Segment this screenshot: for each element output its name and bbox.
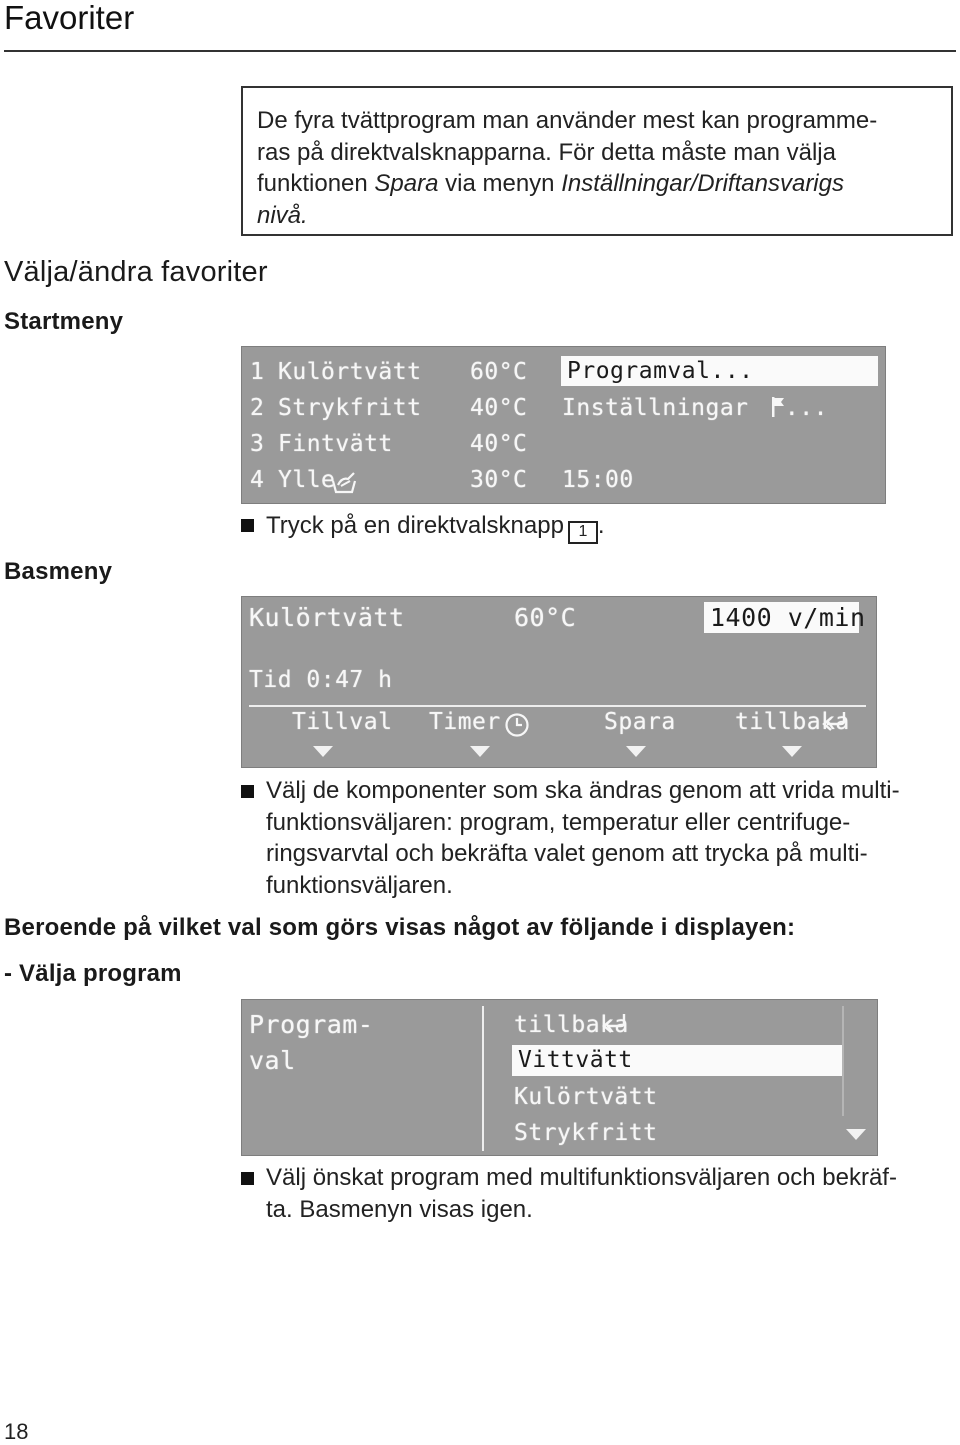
valja-program-label: - Välja program [4,960,182,987]
program-name: Kulörtvätt [249,603,405,632]
bullet-square [241,1172,254,1185]
step-2-line-3: ringsvarvtal och bekräfta valet genom att trycka på multi- [266,840,868,867]
title-divider [4,50,956,52]
start-menu-display [241,346,886,504]
row-4-program: Ylle [278,467,336,493]
info-line-3 [257,168,937,200]
section-heading: Välja/ändra favoriter [4,256,268,288]
clock-icon [504,712,530,738]
step-3-instruction [266,1162,897,1225]
list-item-kulortvatt[interactable]: Kulörtvätt [514,1084,658,1110]
remaining-time: Tid 0:47 h [249,667,393,693]
info-line-2: ras på direktvalsknapparna. För detta måste man välja [257,138,836,166]
scrollbar-track[interactable] [842,1006,844,1116]
softkey-tillbaka[interactable]: tillbaka [735,709,850,735]
row-2-temp: 40°C [470,395,528,421]
softkey-spara[interactable]: Spara [604,709,676,735]
step-2-line-2: funktionsväljaren: program, temperatur eller centrifuge- [266,808,851,836]
info-line-4 [257,200,937,232]
step-3-line-2: ta. Basmenyn visas igen. [266,1195,533,1223]
step-2-line-4: funktionsväljaren. [266,871,453,899]
clock-readout: 15:00 [562,467,634,493]
step-2-line-1: Välj de komponenter som ska ändras genom att vrida multi- [266,777,900,804]
program-temperature: 60°C [514,603,577,632]
bullet-square [241,785,254,798]
menu-installningar-ellipsis: ... [784,395,828,421]
programval-label-line-1: Program- [249,1010,374,1039]
info-line-1: De fyra tvättprogram man använder mest kan programme- [257,107,878,134]
direct-select-key-icon: 1 [568,521,598,544]
programval-label-line-2: val [249,1046,296,1075]
row-1-temp: 60°C [470,359,528,385]
scroll-down-arrow-icon[interactable] [846,1129,866,1140]
depends-heading: Beroende på vilket val som görs visas något av följande i displayen: [4,914,796,941]
step-1-text: Tryck på en direktvalsknapp [266,512,564,539]
menu-installningar-label: Inställningar [562,395,749,421]
info-text: via menyn [438,170,562,197]
row-3-program: Fintvätt [278,431,393,457]
info-italic-spara: Spara [374,170,439,197]
softkey-timer[interactable]: Timer [429,709,501,735]
softkey-1-arrow-icon [313,746,333,757]
step-3-line-1: Välj önskat program med multifunktionsväljaren och bekräf- [266,1164,897,1191]
softkey-2-arrow-icon [470,746,490,757]
flag-icon [771,396,785,418]
bullet-square [241,519,254,532]
step-1-instruction [266,510,605,544]
list-item-strykfritt[interactable]: Strykfritt [514,1120,658,1146]
info-text: funktionen [257,170,375,197]
startmeny-label: Startmeny [4,308,124,335]
menu-programval-selected[interactable]: Programval... [561,356,878,386]
return-arrow-icon [820,709,850,735]
step-1-period: . [597,512,605,539]
program-select-display [241,999,878,1156]
row-2-program: Strykfritt [278,395,422,421]
row-4-number: 4 [250,467,265,493]
row-3-number: 3 [250,431,265,457]
hand-wash-icon [330,469,360,495]
row-1-number: 1 [250,359,265,385]
page-title: Favoriter [4,0,135,36]
basic-menu-display [241,596,877,768]
softkey-divider [249,705,866,707]
softkey-4-arrow-icon [782,746,802,757]
step-2-instruction [266,775,900,901]
softkey-tillval[interactable]: Tillval [292,709,393,735]
row-2-number: 2 [250,395,265,421]
list-item-vittvatt-selected[interactable]: Vittvätt [512,1045,842,1076]
row-4-temp: 30°C [470,467,528,493]
column-divider [482,1006,484,1151]
row-1-program: Kulörtvätt [278,359,422,385]
basmeny-label: Basmeny [4,558,113,585]
row-3-temp: 40°C [470,431,528,457]
menu-installningar[interactable] [562,395,828,421]
softkey-3-arrow-icon [626,746,646,757]
list-item-tillbaka[interactable]: tillbaka [514,1012,629,1038]
return-arrow-icon [600,1011,630,1037]
spin-speed-selected[interactable]: 1400 v/min [704,602,859,633]
info-italic-niva: nivå. [257,201,308,229]
info-box [241,86,953,236]
info-italic-installningar: Inställningar [561,170,691,197]
page-number: 18 [4,1419,29,1444]
info-italic-driftansvarig: /Driftansvarigs [690,170,844,197]
